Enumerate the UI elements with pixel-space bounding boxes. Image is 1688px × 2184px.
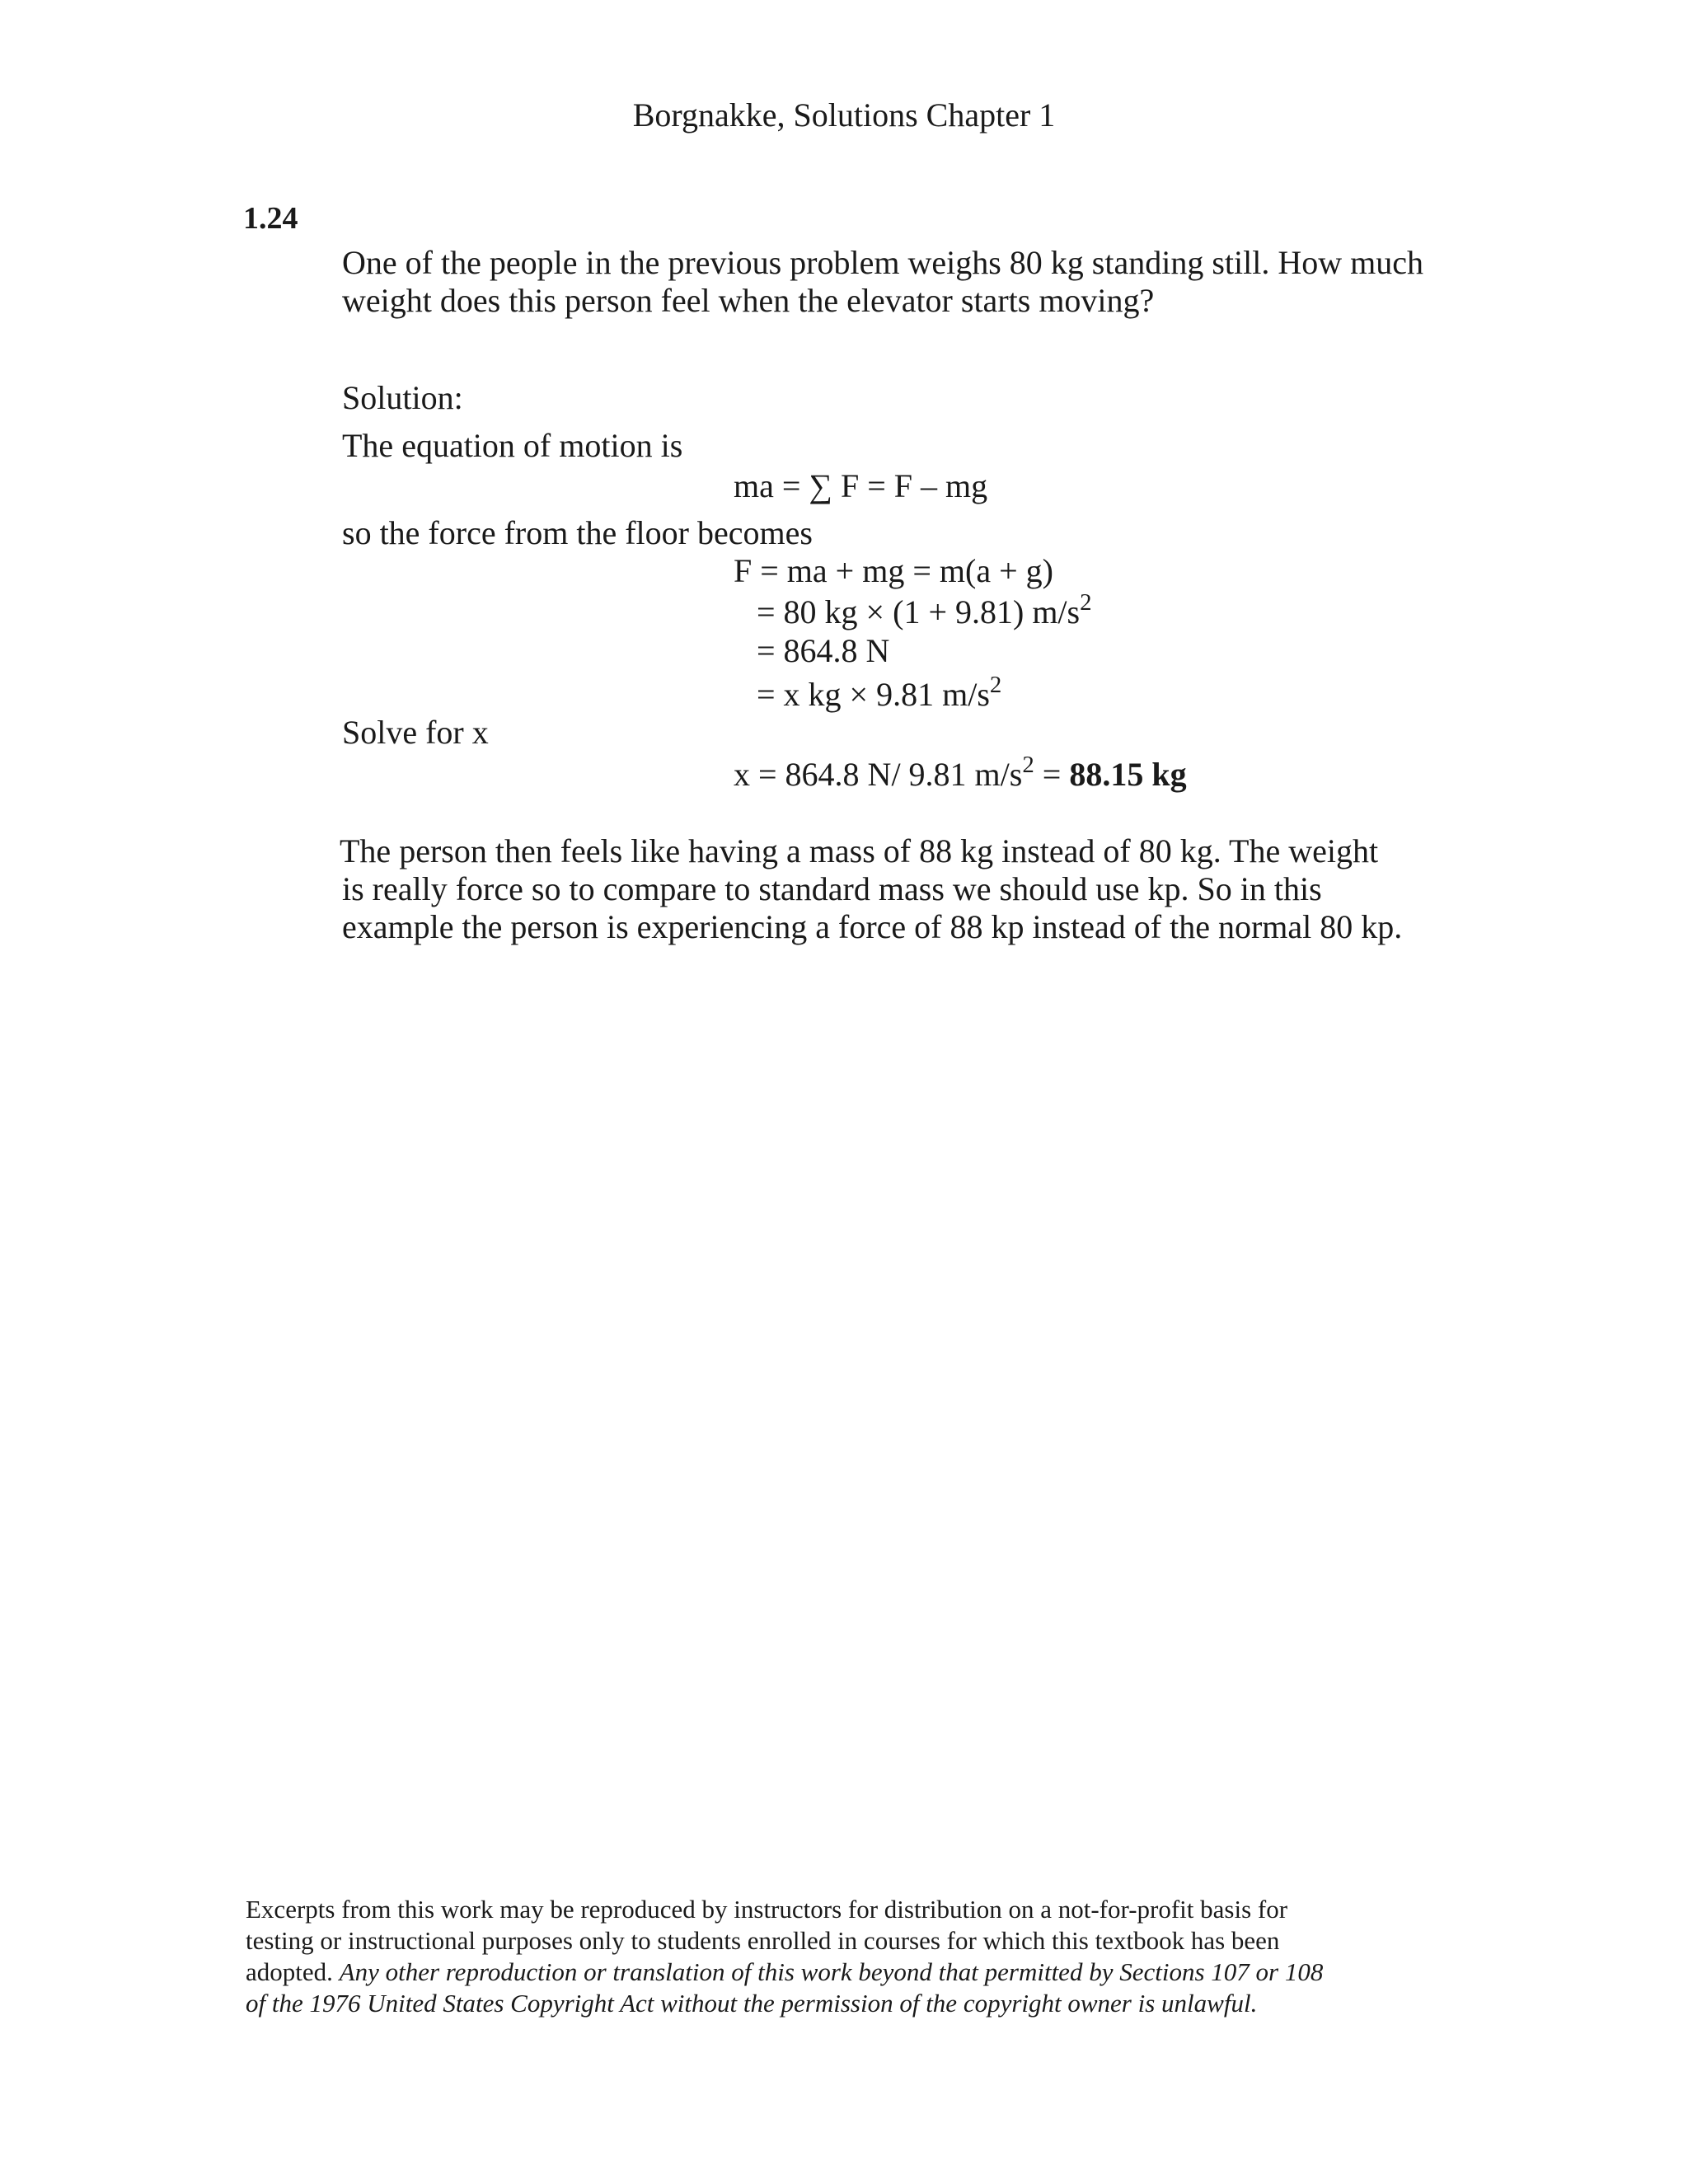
footer-line-3-italic: Any other reproduction or translation of this work beyond that permitted by Sections 107 or 108	[339, 1957, 1324, 1986]
conclusion-line-2: is really force so to compare to standard mass we should use kp. So in this	[342, 870, 1322, 907]
equation-of-motion-intro: The equation of motion is	[342, 427, 683, 464]
conclusion-line-3: example the person is experiencing a force of 88 kp instead of the normal 80 kp.	[342, 908, 1403, 945]
exponent: 2	[989, 672, 1002, 699]
force-equation-line-2-text: = 80 kg × (1 + 9.81) m/s	[757, 593, 1081, 630]
conclusion-line-1: The person then feels like having a mass of 88 kg instead of 80 kg. The weight	[340, 832, 1379, 869]
equation-of-motion: ma = ∑ F = F – mg	[734, 467, 988, 504]
copyright-footer	[246, 1894, 1323, 2019]
x-equation-text: x = 864.8 N/ 9.81 m/s	[734, 756, 1023, 793]
exponent: 2	[1080, 589, 1092, 616]
force-equation-line-1: F = ma + mg = m(a + g)	[734, 552, 1053, 589]
problem-statement-line-1: One of the people in the previous problem weighs 80 kg standing still. How much	[342, 244, 1424, 281]
solve-for-x-label: Solve for x	[342, 714, 489, 751]
solution-label: Solution:	[342, 379, 463, 416]
force-intro: so the force from the floor becomes	[342, 514, 813, 551]
problem-statement-line-2: weight does this person feel when the elevator starts moving?	[342, 282, 1155, 319]
page-header: Borgnakke, Solutions Chapter 1	[632, 96, 1056, 134]
problem-number: 1.24	[243, 201, 298, 236]
footer-line-4: of the 1976 United States Copyright Act without the permission of the copyright owner is unlawful.	[246, 1989, 1258, 2018]
force-equation-line-4	[757, 672, 1002, 714]
force-equation-line-3: = 864.8 N	[757, 632, 890, 669]
exponent: 2	[1022, 752, 1034, 779]
force-equation-line-4-text: = x kg × 9.81 m/s	[757, 676, 990, 713]
x-equation-result: 88.15 kg	[1069, 756, 1187, 793]
footer-line-3-regular: adopted.	[246, 1957, 340, 1986]
x-equation-equals: =	[1034, 756, 1070, 793]
footer-line-2: testing or instructional purposes only to students enrolled in courses for which this textbook has been	[246, 1926, 1280, 1955]
x-equation	[734, 752, 1187, 794]
force-equation-line-2	[757, 589, 1092, 631]
footer-line-1: Excerpts from this work may be reproduced by instructors for distribution on a not-for-profit basis for	[246, 1895, 1288, 1924]
footer-line-3	[246, 1957, 1323, 1988]
